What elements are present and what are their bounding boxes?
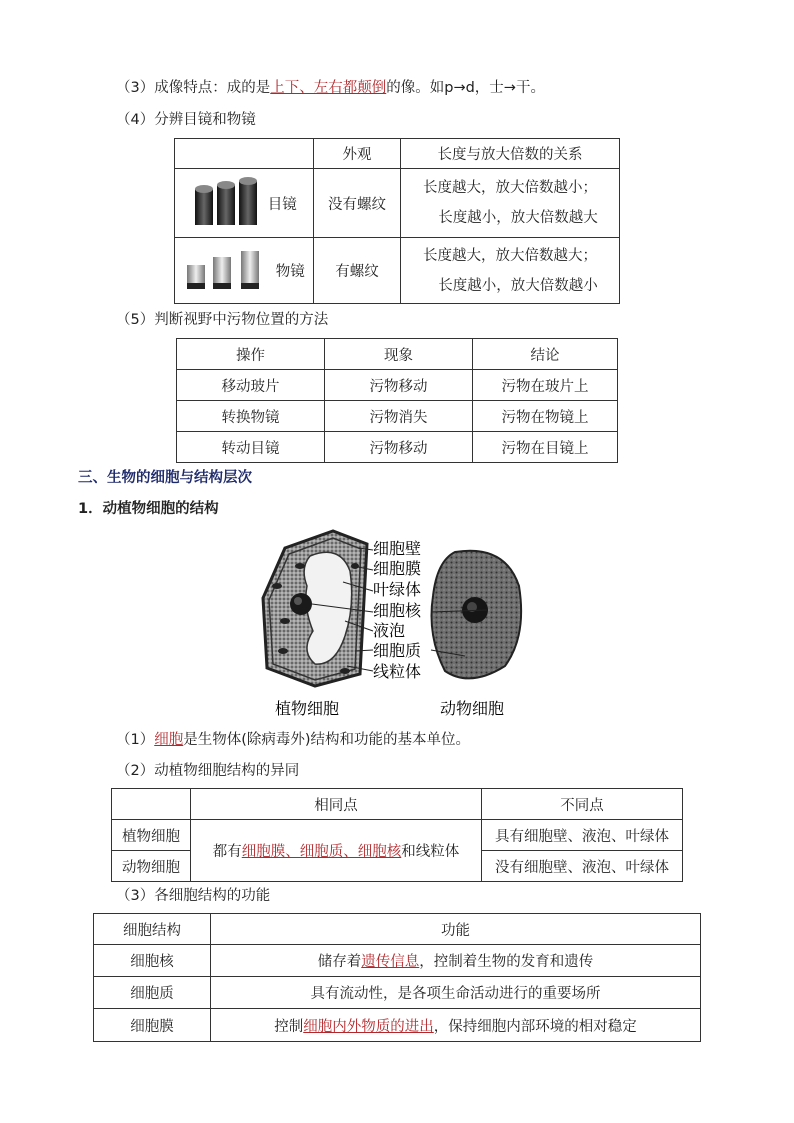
dirt-header-phenomenon: 现象 — [325, 339, 473, 370]
row-label-plant: 植物细胞 — [112, 820, 191, 851]
label-mitochondria: 线粒体 — [373, 662, 422, 681]
label-cell-membrane: 细胞膜 — [373, 559, 422, 578]
label-chloroplast: 叶绿体 — [373, 580, 422, 599]
dirt-cell: 污物消失 — [325, 401, 473, 432]
dirt-cell: 污物移动 — [325, 370, 473, 401]
compare-table — [111, 788, 683, 882]
lens-header-empty — [175, 139, 314, 169]
dirt-cell: 转换物镜 — [177, 401, 325, 432]
imaging-feature-line: （3）成像特点：成的是上下、左右都颠倒的像。如p→d，士→干。 — [116, 80, 545, 96]
func-name-cytoplasm: 细胞质 — [94, 977, 211, 1009]
function-section-title: （3）各细胞结构的功能 — [116, 888, 271, 904]
eyepiece-cell — [175, 169, 314, 238]
label-cell-wall: 细胞壁 — [373, 539, 422, 558]
label-vacuole: 液泡 — [373, 621, 406, 640]
animal-cell-drawing — [432, 551, 522, 679]
func-desc-membrane: 控制细胞内外物质的进出，保持细胞内部环境的相对稳定 — [211, 1009, 701, 1042]
func-name-membrane: 细胞膜 — [94, 1009, 211, 1042]
label-nucleus: 细胞核 — [373, 601, 422, 620]
caption-animal-cell: 动物细胞 — [440, 699, 505, 718]
lens-header-relation: 长度与放大倍数的关系 — [401, 139, 620, 169]
func-header-structure: 细胞结构 — [94, 914, 211, 945]
dirt-section-title: （5）判断视野中污物位置的方法 — [116, 312, 329, 328]
objective-relation: 长度越大，放大倍数越大； 长度越小，放大倍数越小 — [401, 238, 620, 304]
lens-table — [174, 138, 620, 304]
compare-header-diff: 不同点 — [482, 789, 683, 820]
dirt-cell: 污物在玻片上 — [473, 370, 618, 401]
plant-cell-drawing — [263, 531, 367, 686]
eyepiece-relation: 长度越大，放大倍数越小； 长度越小，放大倍数越大 — [401, 169, 620, 238]
cell-diagram — [255, 526, 530, 721]
dirt-cell: 污物在目镜上 — [473, 432, 618, 463]
func-desc-cytoplasm: 具有流动性，是各项生命活动进行的重要场所 — [211, 977, 701, 1009]
eyepiece-appearance: 没有螺纹 — [314, 169, 401, 238]
func-name-nucleus: 细胞核 — [94, 945, 211, 977]
dirt-table — [176, 338, 618, 463]
dirt-header-conclusion: 结论 — [473, 339, 618, 370]
dirt-cell: 污物移动 — [325, 432, 473, 463]
label-cytoplasm: 细胞质 — [373, 641, 422, 660]
eyepiece-icon — [191, 177, 259, 229]
diff-animal: 没有细胞壁、液泡、叶绿体 — [482, 851, 683, 882]
dirt-cell: 移动玻片 — [177, 370, 325, 401]
section-title-cells: 三、生物的细胞与结构层次 — [78, 470, 252, 486]
compare-header-same: 相同点 — [191, 789, 482, 820]
caption-plant-cell: 植物细胞 — [275, 699, 340, 718]
objective-appearance: 有螺纹 — [314, 238, 401, 304]
objective-icon — [183, 247, 267, 295]
func-desc-nucleus: 储存着遗传信息，控制着生物的发育和遗传 — [211, 945, 701, 977]
func-header-function: 功能 — [211, 914, 701, 945]
diff-plant: 具有细胞壁、液泡、叶绿体 — [482, 820, 683, 851]
dirt-header-operation: 操作 — [177, 339, 325, 370]
subsection-title-cell-structure: 1．动植物细胞的结构 — [78, 501, 219, 517]
same-points-cell: 都有细胞膜、细胞质、细胞核和线粒体 — [191, 820, 482, 882]
compare-section-title: （2）动植物细胞结构的异同 — [116, 763, 300, 779]
dirt-cell: 污物在物镜上 — [473, 401, 618, 432]
objective-cell — [175, 238, 314, 304]
dirt-cell: 转动目镜 — [177, 432, 325, 463]
lens-header-appearance: 外观 — [314, 139, 401, 169]
cell-definition-line: （1）细胞是生物体(除病毒外)结构和功能的基本单位。 — [116, 732, 471, 748]
function-table — [93, 913, 701, 1042]
row-label-animal: 动物细胞 — [112, 851, 191, 882]
objective-label: 物镜 — [275, 264, 305, 280]
eyepiece-label: 目镜 — [267, 196, 297, 213]
lens-section-title: （4）分辨目镜和物镜 — [116, 112, 256, 128]
compare-header-empty — [112, 789, 191, 820]
